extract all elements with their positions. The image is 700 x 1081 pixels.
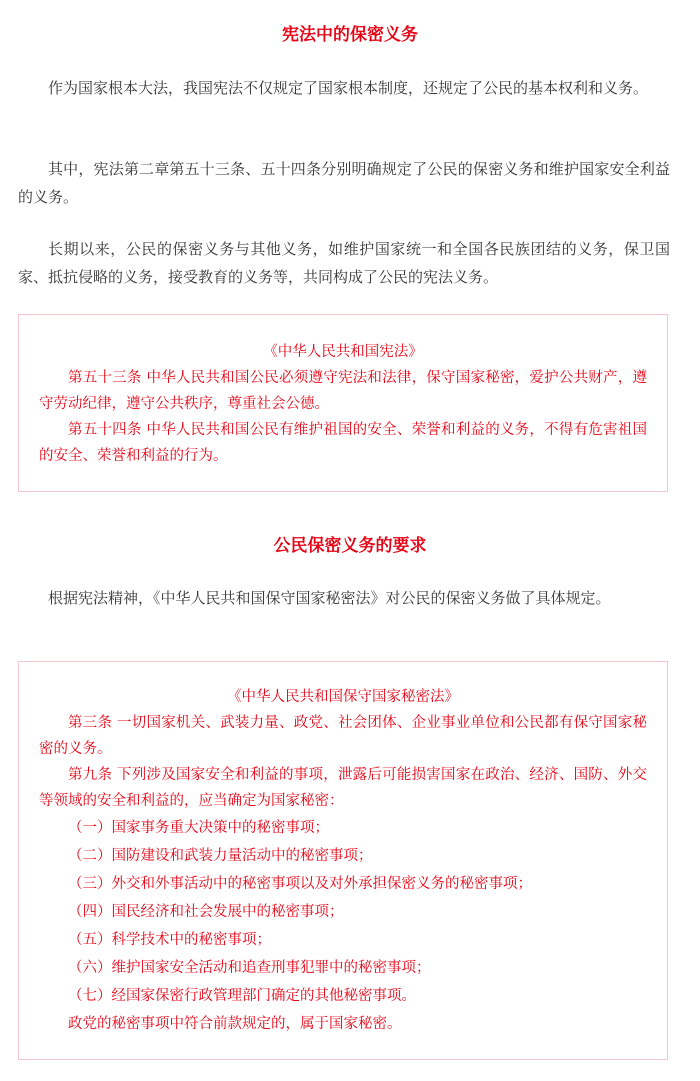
list-item: （三）外交和外事活动中的秘密事项以及对外承担保密义务的秘密事项； (68, 876, 532, 892)
article-9: 第九条 下列涉及国家安全和利益的事项，泄露后可能损害国家在政治、经济、国防、外交等领域的安全和利益的，应当确定为国家秘密： (39, 767, 647, 809)
article-3: 第三条 一切国家机关、武装力量、政党、社会团体、企业事业单位和公民都有保守国家秘密的义务。 (39, 715, 647, 757)
list-item: （一）国家事务重大决策中的秘密事项； (68, 820, 329, 836)
list-item: （六）维护国家安全活动和追查刑事犯罪中的秘密事项； (68, 960, 431, 976)
articles-paragraph: 其中，宪法第二章第五十三条、五十四条分别明确规定了公民的保密义务和维护国家安全利益的义务。 (18, 160, 670, 206)
list-item: （七）经国家保密行政管理部门确定的其他秘密事项。 (68, 988, 416, 1004)
list-item: （五）科学技术中的秘密事项； (68, 932, 271, 948)
section-title-constitution: 宪法中的保密义务 (282, 25, 418, 45)
secrets-law-quote-box (18, 661, 668, 1060)
article-53: 第五十三条 中华人民共和国公民必须遵守宪法和法律，保守国家秘密，爱护公共财产，遵守劳动纪律，遵守公共秩序，尊重社会公德。 (39, 370, 647, 412)
secrets-law-quote-title: 《中华人民共和国保守国家秘密法》 (227, 689, 459, 705)
intro-paragraph: 作为国家根本大法，我国宪法不仅规定了国家根本制度，还规定了公民的基本权利和义务。 (48, 79, 649, 97)
secrets-law-paragraph: 根据宪法精神，《中华人民共和国保守国家秘密法》对公民的保密义务做了具体规定。 (48, 589, 611, 607)
article-54: 第五十四条 中华人民共和国公民有维护祖国的安全、荣誉和利益的义务，不得有危害祖国的安全、荣誉和利益的行为。 (39, 422, 647, 464)
constitution-quote-title: 《中华人民共和国宪法》 (263, 344, 423, 360)
section-title-requirements: 公民保密义务的要求 (273, 536, 427, 556)
list-item: （四）国民经济和社会发展中的秘密事项； (68, 904, 344, 920)
duties-paragraph: 长期以来，公民的保密义务与其他义务，如维护国家统一和全国各民族团结的义务，保卫国家、抵抗侵略的义务，接受教育的义务等，共同构成了公民的宪法义务。 (18, 240, 670, 286)
list-item: （二）国防建设和武装力量活动中的秘密事项； (68, 848, 373, 864)
closing-clause: 政党的秘密事项中符合前款规定的，属于国家秘密。 (68, 1016, 402, 1032)
constitution-quote-box (18, 314, 668, 492)
